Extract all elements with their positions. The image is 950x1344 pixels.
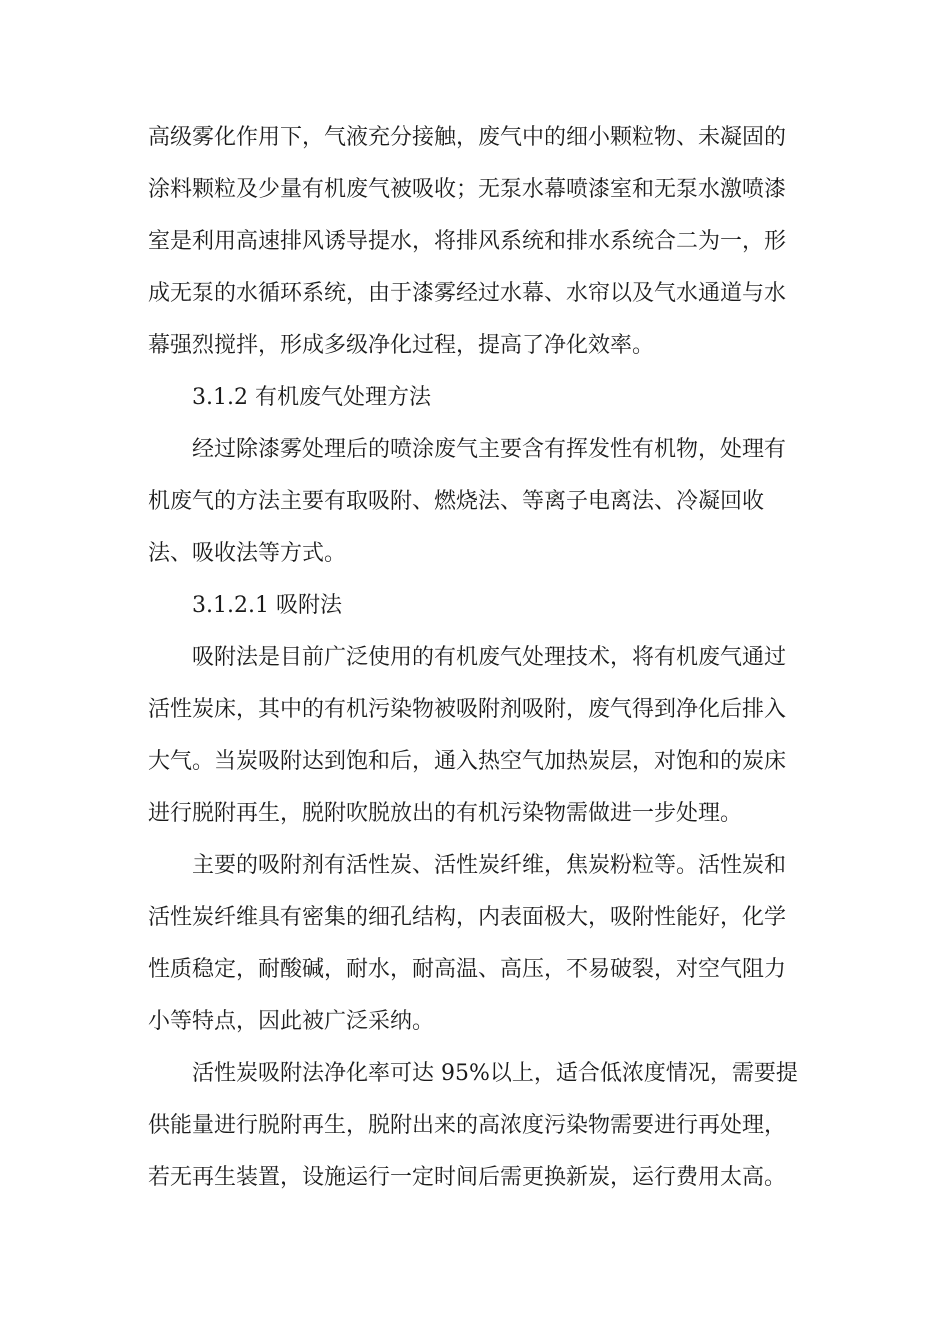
text-line: 机废气的方法主要有取吸附、燃烧法、等离子电离法、冷凝回收 [148, 489, 765, 514]
text-line: 进行脱附再生，脱附吹脱放出的有机污染物需做进一步处理。 [148, 801, 743, 826]
text-line: 大气。当炭吸附达到饱和后，通入热空气加热炭层，对饱和的炭床 [148, 749, 787, 774]
document-page [148, 112, 800, 1204]
text-line: 涂料颗粒及少量有机废气被吸收；无泵水幕喷漆室和无泵水激喷漆 [148, 177, 787, 202]
text-line: 小等特点，因此被广泛采纳。 [148, 1009, 435, 1034]
text-line: 吸附法是目前广泛使用的有机废气处理技术，将有机废气通过 [192, 645, 787, 670]
text-line: 若无再生装置，设施运行一定时间后需更换新炭，运行费用太高。 [148, 1165, 787, 1190]
text-line: 成无泵的水循环系统，由于漆雾经过水幕、水帘以及气水通道与水 [148, 281, 787, 306]
text-line: 幕强烈搅拌，形成多级净化过程，提高了净化效率。 [148, 333, 655, 358]
subsection-heading: 3.1.2.1 吸附法 [192, 593, 342, 618]
text-line: 性质稳定，耐酸碱，耐水，耐高温、高压，不易破裂，对空气阻力 [148, 957, 787, 982]
text-line: 活性炭床，其中的有机污染物被吸附剂吸附，废气得到净化后排入 [148, 697, 787, 722]
text-line: 主要的吸附剂有活性炭、活性炭纤维，焦炭粉粒等。活性炭和 [192, 853, 787, 878]
text-line: 供能量进行脱附再生，脱附出来的高浓度污染物需要进行再处理， [148, 1113, 787, 1138]
text-line: 室是利用高速排风诱导提水，将排风系统和排水系统合二为一，形 [148, 229, 787, 254]
section-heading: 3.1.2 有机废气处理方法 [192, 385, 431, 410]
text-line: 法、吸收法等方式。 [148, 541, 347, 566]
text-line: 活性炭吸附法净化率可达 95%以上，适合低浓度情况，需要提 [192, 1061, 798, 1086]
text-line: 高级雾化作用下，气液充分接触，废气中的细小颗粒物、未凝固的 [148, 125, 787, 150]
text-line: 经过除漆雾处理后的喷涂废气主要含有挥发性有机物，处理有 [192, 437, 787, 462]
text-line: 活性炭纤维具有密集的细孔结构，内表面极大，吸附性能好，化学 [148, 905, 787, 930]
